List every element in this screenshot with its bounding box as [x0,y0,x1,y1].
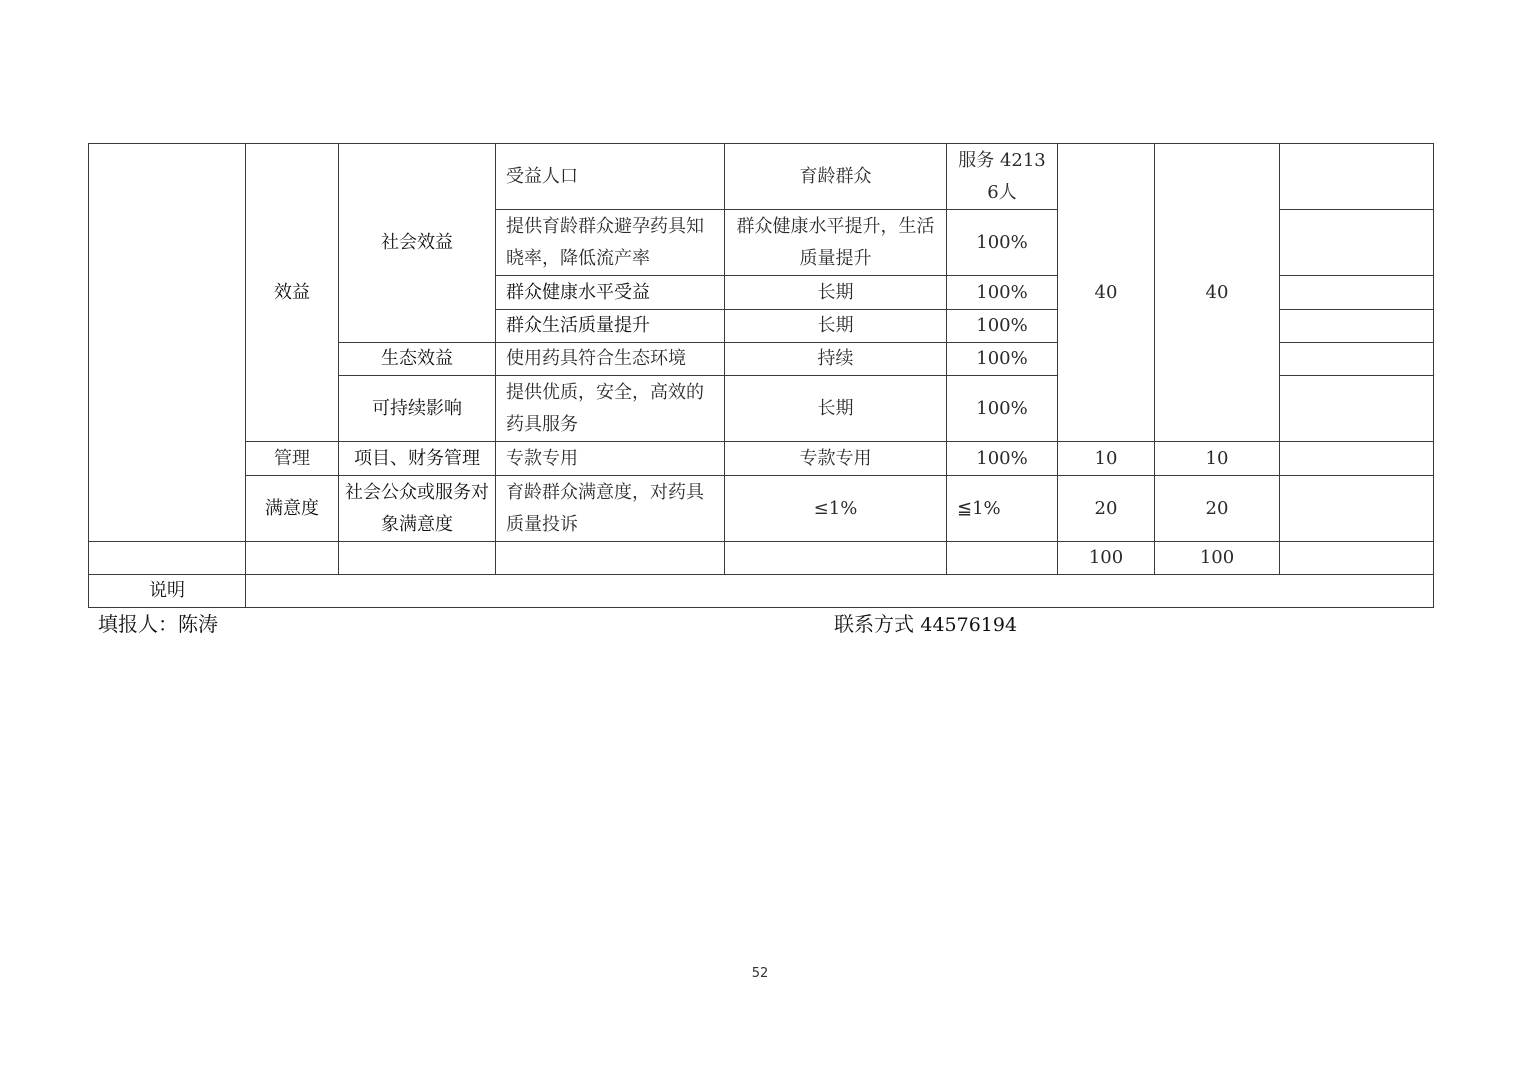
social-benefit-cell: 社会效益 [339,144,496,343]
target-cell: 专款专用 [725,442,947,476]
indicator-cell: 群众生活质量提升 [496,310,725,343]
indicator-cell: 使用药具符合生态环境 [496,343,725,376]
target-cell: 长期 [725,376,947,442]
remark-cell [1280,144,1434,210]
weight-cell: 10 [1058,442,1155,476]
performance-table [88,143,1434,608]
remark-cell [1280,276,1434,310]
indicator-cell: 群众健康水平受益 [496,276,725,310]
indicator-cell: 育龄群众满意度，对药具质量投诉 [496,476,725,542]
target-cell: 长期 [725,310,947,343]
actual-cell: 100% [947,210,1058,276]
remark-cell [1280,343,1434,376]
weight-cell: 40 [1058,144,1155,442]
actual-cell: 100% [947,343,1058,376]
actual-cell: 100% [947,310,1058,343]
benefit-category-cell: 效益 [246,144,339,442]
satisfaction-category-cell: 满意度 [246,476,339,542]
target-cell: 育龄群众 [725,144,947,210]
management-category-cell: 管理 [246,442,339,476]
empty-cell [496,542,725,575]
indicator-cell: 提供优质，安全，高效的药具服务 [496,376,725,442]
indicator-cell: 受益人口 [496,144,725,210]
page-number: 52 [751,966,769,981]
first-level-indicator-cell [89,144,246,542]
remark-cell [1280,210,1434,276]
remark-cell [1280,376,1434,442]
satisfaction-sub-cell: 社会公众或服务对象满意度 [339,476,496,542]
target-cell: ≤1% [725,476,947,542]
contact-label: 联系方式 [834,612,914,636]
actual-cell: 100% [947,442,1058,476]
empty-cell [725,542,947,575]
table-row [89,442,1434,476]
sustainable-impact-cell: 可持续影响 [339,376,496,442]
indicator-cell: 提供育龄群众避孕药具知晓率，降低流产率 [496,210,725,276]
total-score-cell: 100 [1155,542,1280,575]
remark-cell [1280,476,1434,542]
empty-cell [339,542,496,575]
actual-cell: 100% [947,376,1058,442]
score-cell: 10 [1155,442,1280,476]
note-row [89,575,1434,608]
filler-label: 填报人：陈涛 [98,612,218,636]
table-row [89,144,1434,210]
note-label-cell: 说明 [89,575,246,608]
note-content-cell [246,575,1434,608]
actual-cell: 服务 42136人 [947,144,1058,210]
actual-cell: ≦1% [947,476,1058,542]
target-cell: 群众健康水平提升，生活质量提升 [725,210,947,276]
contact-info [834,608,1017,637]
score-cell: 20 [1155,476,1280,542]
total-weight-cell: 100 [1058,542,1155,575]
score-cell: 40 [1155,144,1280,442]
indicator-cell: 专款专用 [496,442,725,476]
target-cell: 长期 [725,276,947,310]
empty-cell [89,542,246,575]
management-sub-cell: 项目、财务管理 [339,442,496,476]
ecological-benefit-cell: 生态效益 [339,343,496,376]
empty-cell [246,542,339,575]
table-row [89,476,1434,542]
target-cell: 持续 [725,343,947,376]
empty-cell [947,542,1058,575]
remark-cell [1280,442,1434,476]
actual-cell: 100% [947,276,1058,310]
weight-cell: 20 [1058,476,1155,542]
total-row [89,542,1434,575]
contact-value: 44576194 [920,614,1018,636]
remark-cell [1280,542,1434,575]
remark-cell [1280,310,1434,343]
